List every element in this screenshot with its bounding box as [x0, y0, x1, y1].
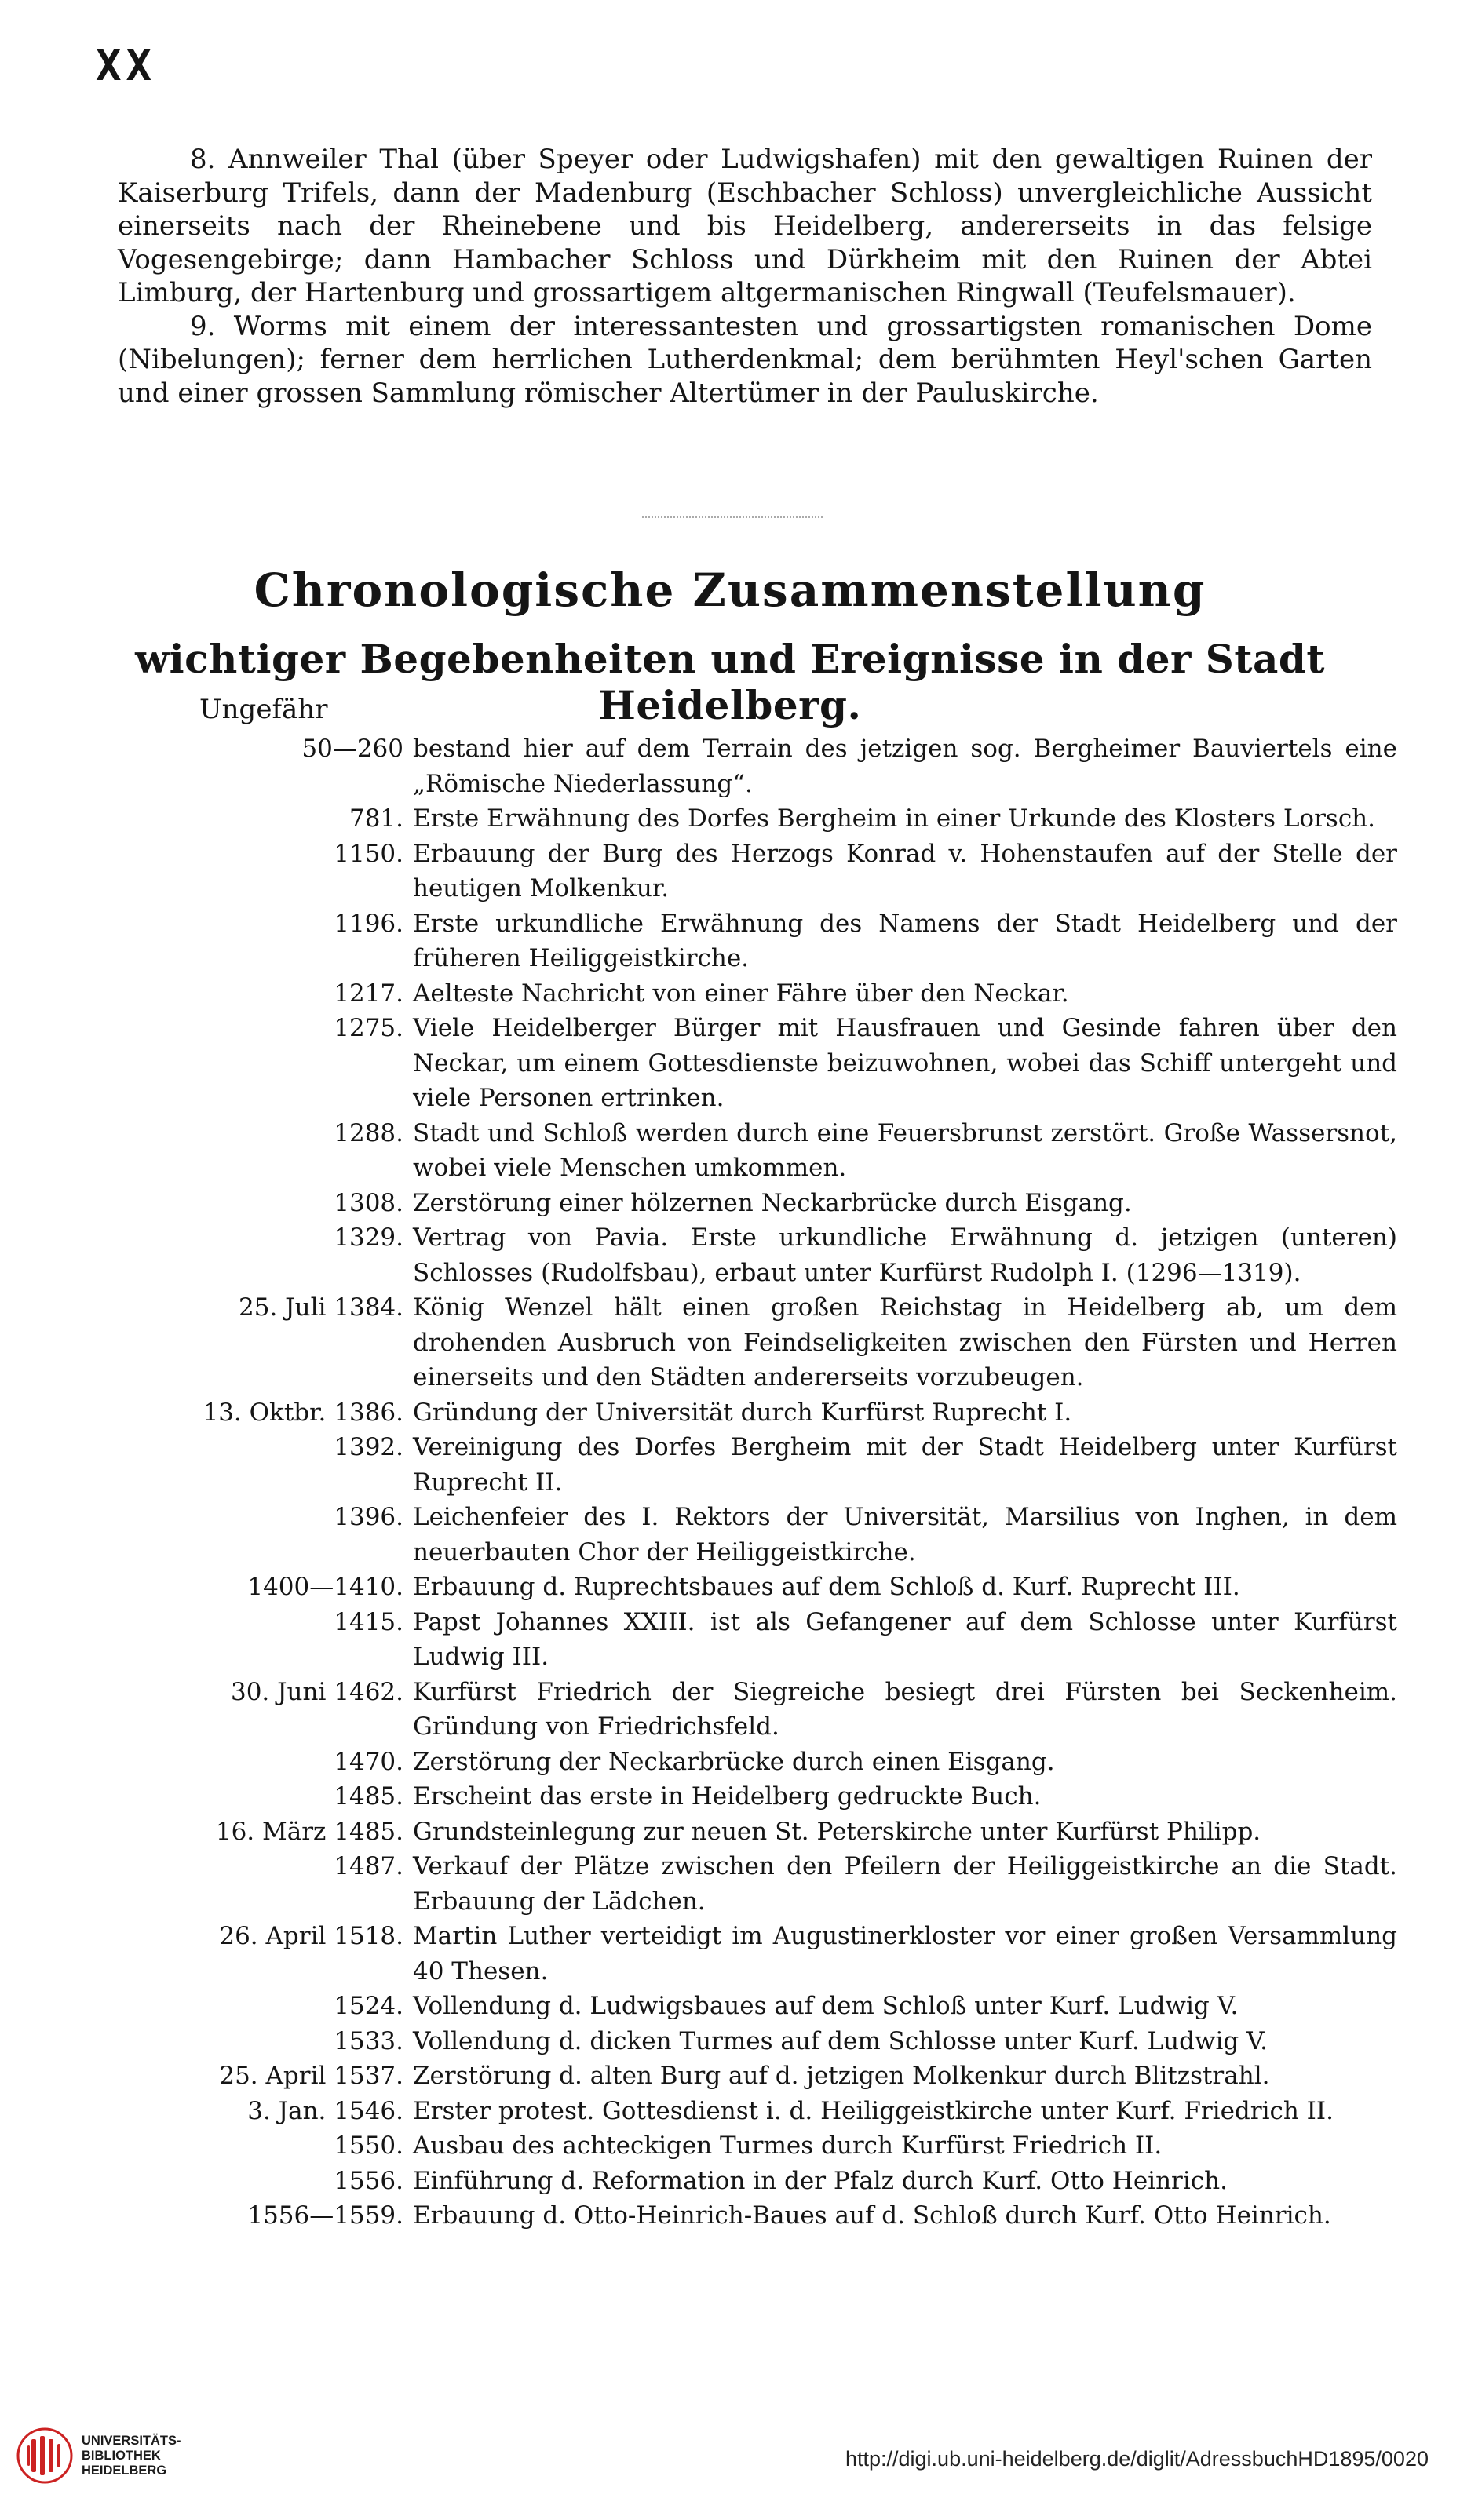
entry-text: Zerstörung der Neckarbrücke durch einen Eisgang.	[413, 1747, 1055, 1776]
chronology-entry	[118, 1989, 1397, 2024]
entry-date: 1533.	[334, 2026, 403, 2055]
library-name-line: UNIVERSITÄTS-	[82, 2434, 181, 2448]
entry-date: 1487.	[334, 1852, 403, 1880]
chronology-entry	[118, 1605, 1397, 1675]
chronology-entry	[118, 1395, 1397, 1431]
entry-text: Vollendung d. Ludwigsbaues auf dem Schloß unter Kurf. Ludwig V.	[413, 1992, 1239, 2020]
chronology-entry	[118, 976, 1397, 1012]
university-library-logo-icon	[16, 2427, 74, 2485]
library-name	[82, 2434, 181, 2478]
intro-paragraph: 8. Annweiler Thal (über Speyer oder Ludwigshafen) mit den gewaltigen Ruinen der Kaiserburg Trifels, dann der Madenburg (Eschbacher Schloss) unvergleichliche Aussicht einerseits nach der Rheinebene und bis Heidelberg, andererseits in das felsige Vogesengebirge; dann Hambacher Schloss und Dürkheim mit den Ruinen der Abtei Limburg, der Hartenburg und grossartigem altgermanischen Ringwall (Teufelsmauer).	[118, 144, 1372, 308]
chronology-entry	[118, 1849, 1397, 1919]
chronology-entry	[118, 2094, 1397, 2129]
chronology-entry	[118, 1919, 1397, 1989]
entry-date: 1150.	[334, 839, 403, 868]
entry-date: 3. Jan. 1546.	[247, 2096, 403, 2125]
entry-date: 1217.	[334, 979, 403, 1008]
chronology-entry	[118, 1290, 1397, 1395]
entry-date: 1329.	[334, 1224, 403, 1252]
entry-text: Erste Erwähnung des Dorfes Bergheim in einer Urkunde des Klosters Lorsch.	[413, 804, 1375, 833]
entry-date: 1275.	[334, 1014, 403, 1042]
entry-text: Vollendung d. dicken Turmes auf dem Schlosse unter Kurf. Ludwig V.	[413, 2026, 1268, 2055]
entry-text: Ausbau des achteckigen Turmes durch Kurfürst Friedrich II.	[413, 2132, 1163, 2160]
entry-text: Martin Luther verteidigt im Augustinerkloster vor einer großen Versammlung 40 Thesen.	[413, 1922, 1397, 1986]
entry-date: 1308.	[334, 1188, 403, 1217]
chronology-entry	[118, 2164, 1397, 2199]
entry-text: Verkauf der Plätze zwischen den Pfeilern der Heiliggeistkirche an die Stadt. Erbauung der Lädchen.	[413, 1852, 1397, 1916]
entry-text: Grundsteinlegung zur neuen St. Peterskirche unter Kurfürst Philipp.	[413, 1817, 1261, 1846]
entry-text: bestand hier auf dem Terrain des jetzigen sog. Bergheimer Bauviertels eine „Römische Niederlassung“.	[413, 735, 1397, 798]
entry-text: Aelteste Nachricht von einer Fähre über den Neckar.	[413, 979, 1069, 1008]
chronology-entry	[118, 1220, 1397, 1290]
chronology-entry	[118, 1675, 1397, 1745]
entry-text: Zerstörung d. alten Burg auf d. jetzigen Molkenkur durch Blitzstrahl.	[413, 2062, 1270, 2090]
entry-date: 50—260	[301, 735, 403, 763]
entry-text: Viele Heidelberger Bürger mit Hausfrauen und Gesinde fahren über den Neckar, um einem Gottesdienste beizuwohnen, wobei das Schiff untergeht und viele Personen ertrinken.	[413, 1014, 1397, 1112]
entry-text: Erbauung der Burg des Herzogs Konrad v. Hohenstaufen auf der Stelle der heutigen Molkenkur.	[413, 839, 1397, 903]
chronology-entry	[118, 731, 1397, 801]
chronology-entry	[118, 1116, 1397, 1186]
entry-date: 781.	[349, 804, 403, 833]
chronology-entry	[118, 1570, 1397, 1605]
entry-text: Vereinigung des Dorfes Bergheim mit der Stadt Heidelberg unter Kurfürst Ruprecht II.	[413, 1433, 1397, 1497]
chronology-entry	[118, 1500, 1397, 1570]
entry-date: 13. Oktbr. 1386.	[203, 1398, 403, 1427]
chronology-entry	[118, 2024, 1397, 2059]
entry-date: 1550.	[334, 2132, 403, 2160]
entry-text: Einführung d. Reformation in der Pfalz durch Kurf. Otto Heinrich.	[413, 2166, 1228, 2195]
chronology-entry	[118, 801, 1397, 837]
library-name-line: HEIDELBERG	[82, 2463, 167, 2478]
intro-text	[118, 143, 1372, 410]
entry-date: 1400—1410.	[247, 1573, 403, 1601]
entry-date: 1392.	[334, 1433, 403, 1461]
entry-date: 1485.	[334, 1782, 403, 1811]
chronology-entry	[118, 906, 1397, 976]
chronology-entry	[118, 1430, 1397, 1500]
entry-date: 26. April 1518.	[219, 1922, 403, 1950]
entry-date: 1556.	[334, 2166, 403, 2195]
entry-date: 25. Juli 1384.	[239, 1293, 403, 1322]
entry-date: 1524.	[334, 1992, 403, 2020]
page-number: XX	[96, 41, 157, 90]
chronology-entry	[118, 837, 1397, 906]
entry-text: Erste urkundliche Erwähnung des Namens der Stadt Heidelberg und der früheren Heiliggeistkirche.	[413, 909, 1397, 972]
entry-text: Erscheint das erste in Heidelberg gedruckte Buch.	[413, 1782, 1042, 1811]
chronology-entry	[118, 1186, 1397, 1221]
entry-date: 1470.	[334, 1747, 403, 1776]
entry-date: 1288.	[334, 1118, 403, 1147]
entry-text: Leichenfeier des I. Rektors der Universität, Marsilius von Inghen, in dem neuerbauten Chor der Heiliggeistkirche.	[413, 1503, 1397, 1566]
chronology-entry	[118, 1814, 1397, 1850]
entry-text: Erbauung d. Ruprechtsbaues auf dem Schloß d. Kurf. Ruprecht III.	[413, 1573, 1240, 1601]
entry-text: Zerstörung einer hölzernen Neckarbrücke durch Eisgang.	[413, 1188, 1132, 1217]
source-url[interactable]: http://digi.ub.uni-heidelberg.de/diglit/AdressbuchHD1895/0020	[845, 2447, 1429, 2471]
chronology-entry	[118, 1011, 1397, 1116]
entry-date: 30. Juni 1462.	[230, 1677, 403, 1706]
chronology-entry	[118, 2128, 1397, 2164]
entry-text: Stadt und Schloß werden durch eine Feuersbrunst zerstört. Große Wassersnot, wobei viele Menschen umkommen.	[413, 1118, 1397, 1182]
entry-date: 25. April 1537.	[219, 2062, 403, 2090]
entry-date: 1415.	[334, 1607, 403, 1636]
entry-text: Erbauung d. Otto-Heinrich-Baues auf d. Schloß durch Kurf. Otto Heinrich.	[413, 2201, 1331, 2230]
entry-date: 16. März 1485.	[215, 1817, 403, 1846]
entry-text: König Wenzel hält einen großen Reichstag in Heidelberg ab, um dem drohenden Ausbruch von Feindseligkeiten zwischen den Fürsten und Herren einerseits und den Städten andererseits vorzubeugen.	[413, 1293, 1397, 1391]
entry-text: Erster protest. Gottesdienst i. d. Heiliggeistkirche unter Kurf. Friedrich II.	[413, 2096, 1334, 2125]
entry-text: Gründung der Universität durch Kurfürst Ruprecht I.	[413, 1398, 1072, 1427]
entry-date: 1196.	[334, 909, 403, 938]
entry-date: 1396.	[334, 1503, 403, 1531]
entry-text: Papst Johannes XXIII. ist als Gefangener auf dem Schlosse unter Kurfürst Ludwig III.	[413, 1607, 1397, 1671]
chronology-entry	[118, 1745, 1397, 1780]
section-title: Chronologische Zusammenstellung	[254, 563, 1206, 617]
section-divider	[642, 516, 823, 518]
chronology-entry	[118, 2059, 1397, 2094]
entry-text: Vertrag von Pavia. Erste urkundliche Erwähnung d. jetzigen (unteren) Schlosses (Rudolfsbau), erbaut unter Kurfürst Rudolph I. (1296—1319).	[413, 1224, 1397, 1287]
entry-date: 1556—1559.	[247, 2201, 403, 2230]
date-column-heading: Ungefähr	[199, 694, 328, 725]
section-subtitle: wichtiger Begebenheiten und Ereignisse in der Stadt Heidelberg.	[135, 636, 1325, 728]
chronology-list	[118, 731, 1397, 2234]
chronology-entry	[118, 2198, 1397, 2234]
intro-paragraph: 9. Worms mit einem der interessantesten und grossartigsten romanischen Dome (Nibelungen); ferner dem herrlichen Lutherdenkmal; dem berühmten Heyl'schen Garten und einer grossen Sammlung römischer Altertümer in der Pauluskirche.	[118, 310, 1372, 409]
entry-text: Kurfürst Friedrich der Siegreiche besiegt drei Fürsten bei Seckenheim. Gründung von Friedrichsfeld.	[413, 1677, 1397, 1741]
library-name-line: BIBLIOTHEK	[82, 2449, 161, 2463]
chronology-entry	[118, 1779, 1397, 1814]
